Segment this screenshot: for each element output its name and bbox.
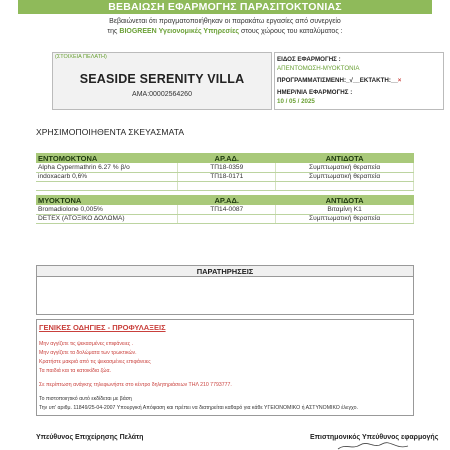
rodenticides-header-antidote: ΑΝΤΙΔΟΤΑ xyxy=(276,195,414,205)
application-type-value: ΑΠΕΝΤΟΜΩΣΗ-ΜΥΟΚΤΟΝΙΑ xyxy=(277,65,360,72)
intro-text xyxy=(18,17,432,37)
antidote: Συμπτωματική θεραπεία xyxy=(276,214,414,223)
remarks-box xyxy=(36,265,414,315)
client-label: (ΣΤΟΙΧΕΙΑ ΠΕΛΑΤΗ) xyxy=(55,54,107,60)
intro-line-1: Βεβαιώνεται ότι πραγματοποιήθηκαν οι παρακάτω εργασίες από συνεργείο xyxy=(109,18,341,25)
rodenticides-header-name: ΜΥΟΚΤΟΝΑ xyxy=(36,195,178,205)
client-manager-label: Υπεύθυνος Επιχείρησης Πελάτη xyxy=(36,434,144,441)
scheduled-row xyxy=(277,77,401,84)
scheduled-cross-mark: × xyxy=(397,77,402,84)
license-number xyxy=(178,181,276,190)
intro-line-2 xyxy=(18,27,432,37)
scheduled-label: ΠΡΟΓΡΑΜΜΑΤΙΣΜΕΝΗ:_√__ΕΚΤΑΚΤΗ:__ xyxy=(277,77,398,84)
instruction-line: Κρατήστε μακριά από τις ψεκασμένες επιφάνειες xyxy=(39,359,151,365)
table-row xyxy=(36,163,414,172)
application-date-value: 10 / 05 / 2025 xyxy=(277,98,315,105)
legal-line-2: Την υπ' αριθμ. 11849/25-04-2007 Υπουργική Απόφαση και πρέπει να διατηρείται καθαρό για κάθε ΥΓΕΙΟΝΟΜΙΚΟ ή ΑΣΤΥΝΟΜΙΚΟ έλεγχο. xyxy=(39,405,358,411)
scientific-manager-label: Επιστημονικός Υπεύθυνος εφαρμογής xyxy=(310,434,439,441)
product-name: Bromadiolone 0,005% xyxy=(36,205,178,214)
products-section-title: ΧΡΗΣΙΜΟΠΟΙΗΘΕΝΤΑ ΣΚΕΥΑΣΜΑΤΑ xyxy=(36,127,185,137)
table-row xyxy=(36,181,414,190)
company-name: BIOGREEN Υγειονομικές Υπηρεσίες xyxy=(119,28,240,35)
rodenticides-header-license: ΑΡ.ΑΔ. xyxy=(178,195,276,205)
emergency-phone-line: Σε περίπτωση ανάγκης τηλεφωνήστε στο κέντρο δηλητηριάσεων ΤΗΛ 210 7793777. xyxy=(39,382,232,388)
table-row xyxy=(36,172,414,181)
insecticides-table xyxy=(36,153,414,191)
antidote: Συμπτωματική θεραπεία xyxy=(276,172,414,181)
application-info-box xyxy=(274,52,444,110)
intro-prefix: της xyxy=(107,28,118,35)
application-type-label: ΕΙΔΟΣ ΕΦΑΡΜΟΓΗΣ : xyxy=(277,56,341,63)
license-number: ΤΠ18-0171 xyxy=(178,172,276,181)
product-name: Alpha Cypermathrin 6.27 % β/ο xyxy=(36,163,178,172)
instruction-line: Μην αγγίζετε τα δολώματα των τρωκτικών. xyxy=(39,350,137,356)
insecticides-header-license: ΑΡ.ΑΔ. xyxy=(178,153,276,163)
table-row xyxy=(36,205,414,214)
license-number xyxy=(178,214,276,223)
license-number: ΤΠ18-0359 xyxy=(178,163,276,172)
product-name xyxy=(36,181,178,190)
document-title: ΒΕΒΑΙΩΣΗ ΕΦΑΡΜΟΓΗΣ ΠΑΡΑΣΙΤΟΚΤΟΝΙΑΣ xyxy=(18,0,432,14)
instructions-box xyxy=(36,319,414,416)
remarks-title: ΠΑΡΑΤΗΡΗΣΕΙΣ xyxy=(37,266,413,277)
instruction-line: Μην αγγίζετε τις ψεκασμένες επιφάνειες . xyxy=(39,341,134,347)
antidote: Συμπτωματική θεραπεία xyxy=(276,163,414,172)
product-name: DETEX (ΑΤΟΞΙΚΟ ΔΟΛΩΜΑ) xyxy=(36,214,178,223)
rodenticides-table xyxy=(36,195,414,224)
legal-line-1: Το πιστοποιητικό αυτό εκδίδεται με βάση xyxy=(39,396,132,402)
client-ama: ΑΜΑ:00002564260 xyxy=(132,91,192,98)
product-name: indoxacarb 0,6% xyxy=(36,172,178,181)
table-row xyxy=(36,214,414,223)
intro-suffix: στους χώρους του καταλύματος : xyxy=(241,28,343,35)
insecticides-header-antidote: ΑΝΤΙΔΟΤΑ xyxy=(276,153,414,163)
antidote: Βιταμίνη Κ1 xyxy=(276,205,414,214)
instruction-line: Τα παιδιά και τα κατοικίδια ζώα. xyxy=(39,368,111,374)
license-number: ΤΠ14-0087 xyxy=(178,205,276,214)
application-date-label: ΗΜΕΡ/ΝΙΑ ΕΦΑΡΜΟΓΗΣ : xyxy=(277,89,353,96)
insecticides-header-name: ΕΝΤΟΜΟΚΤΟΝΑ xyxy=(36,153,178,163)
antidote xyxy=(276,181,414,190)
handwritten-signature xyxy=(336,441,416,450)
instructions-title: ΓΕΝΙΚΕΣ ΟΔΗΓΙΕΣ - ΠΡΟΦΥΛΑΞΕΙΣ xyxy=(39,323,166,332)
client-box xyxy=(52,52,272,110)
client-name: SEASIDE SERENITY VILLA xyxy=(79,72,245,86)
